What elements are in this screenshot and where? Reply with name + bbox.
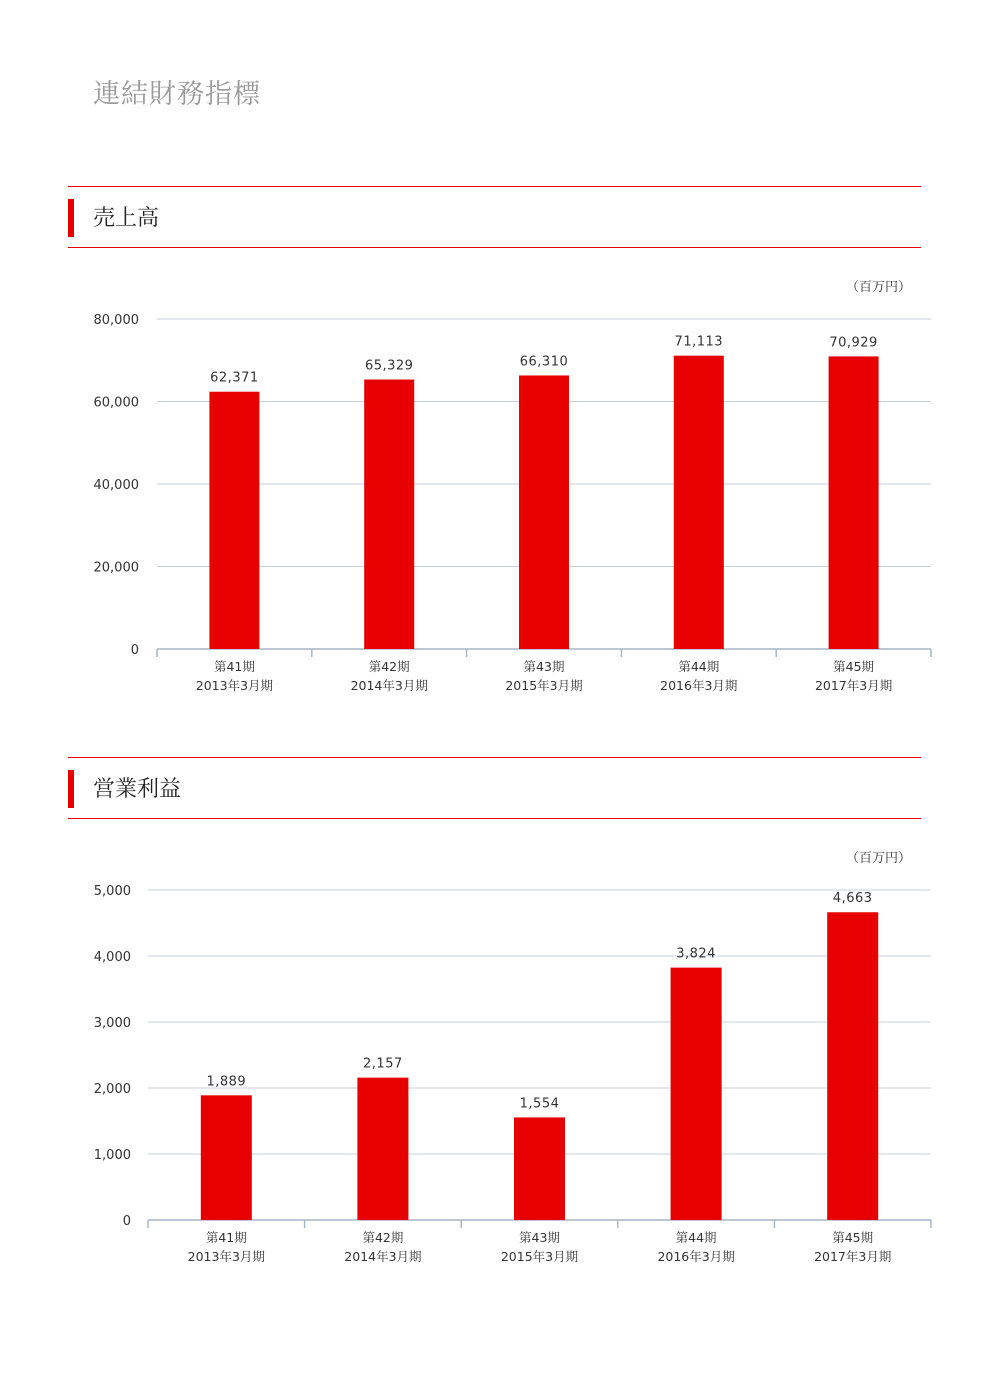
x-tick-label-period: 第45期 xyxy=(833,659,875,674)
data-label: 2,157 xyxy=(363,1056,403,1072)
y-tick-label: 0 xyxy=(130,643,139,658)
x-tick-label-period: 第44期 xyxy=(675,1230,717,1245)
x-tick-label-fiscal-year: 2015年3月期 xyxy=(505,678,583,693)
y-tick-label: 4,000 xyxy=(93,950,131,965)
data-label: 4,663 xyxy=(832,891,873,907)
y-tick-label: 1,000 xyxy=(93,1148,131,1163)
x-tick-label-period: 第42期 xyxy=(368,659,410,674)
x-tick-label-period: 第43期 xyxy=(523,659,565,674)
y-tick-label: 60,000 xyxy=(93,395,139,411)
data-label: 1,554 xyxy=(519,1096,560,1112)
bar xyxy=(201,1095,252,1220)
y-tick-label: 80,000 xyxy=(93,313,139,328)
y-tick-label: 2,000 xyxy=(93,1082,131,1097)
data-label: 1,889 xyxy=(206,1074,247,1090)
y-tick-label: 5,000 xyxy=(93,884,131,899)
operating-profit-unit-label: （百万円） xyxy=(846,851,912,866)
x-tick-label-period: 第42期 xyxy=(362,1230,404,1245)
bar xyxy=(671,968,722,1220)
data-label: 65,329 xyxy=(364,358,414,374)
x-tick-label-period: 第45期 xyxy=(832,1230,874,1245)
x-tick-label-fiscal-year: 2017年3月期 xyxy=(814,678,893,693)
x-tick-label-fiscal-year: 2017年3月期 xyxy=(814,1249,892,1264)
data-label: 71,113 xyxy=(674,334,724,350)
y-tick-label: 0 xyxy=(122,1214,131,1229)
data-label: 66,310 xyxy=(519,354,569,370)
y-tick-label: 40,000 xyxy=(93,478,139,493)
data-label: 3,824 xyxy=(676,946,716,962)
x-tick-label-fiscal-year: 2014年3月期 xyxy=(344,1249,422,1264)
x-tick-label-fiscal-year: 2015年3月期 xyxy=(500,1249,579,1264)
operating-profit-section-title: 営業利益 xyxy=(93,777,182,802)
bar xyxy=(827,912,878,1220)
x-tick-label-fiscal-year: 2013年3月期 xyxy=(187,1249,265,1264)
x-tick-label-period: 第44期 xyxy=(678,659,720,674)
x-tick-label-fiscal-year: 2013年3月期 xyxy=(195,678,274,693)
sales-unit-label: （百万円） xyxy=(846,280,912,295)
x-tick-label-fiscal-year: 2014年3月期 xyxy=(350,678,428,693)
x-tick-label-period: 第43期 xyxy=(519,1230,560,1245)
y-tick-label: 20,000 xyxy=(93,560,139,576)
data-label: 62,371 xyxy=(210,370,259,386)
data-label: 70,929 xyxy=(829,335,878,351)
page-title: 連結財務指標 xyxy=(93,79,261,110)
x-tick-label-fiscal-year: 2016年3月期 xyxy=(660,678,738,693)
bar xyxy=(357,1078,408,1220)
x-tick-label-fiscal-year: 2016年3月期 xyxy=(657,1249,735,1264)
bar xyxy=(514,1117,565,1220)
sales-section-title: 売上高 xyxy=(93,206,160,231)
y-tick-label: 3,000 xyxy=(93,1016,131,1031)
x-tick-label-period: 第41期 xyxy=(205,1230,247,1245)
x-tick-label-period: 第41期 xyxy=(213,659,255,674)
